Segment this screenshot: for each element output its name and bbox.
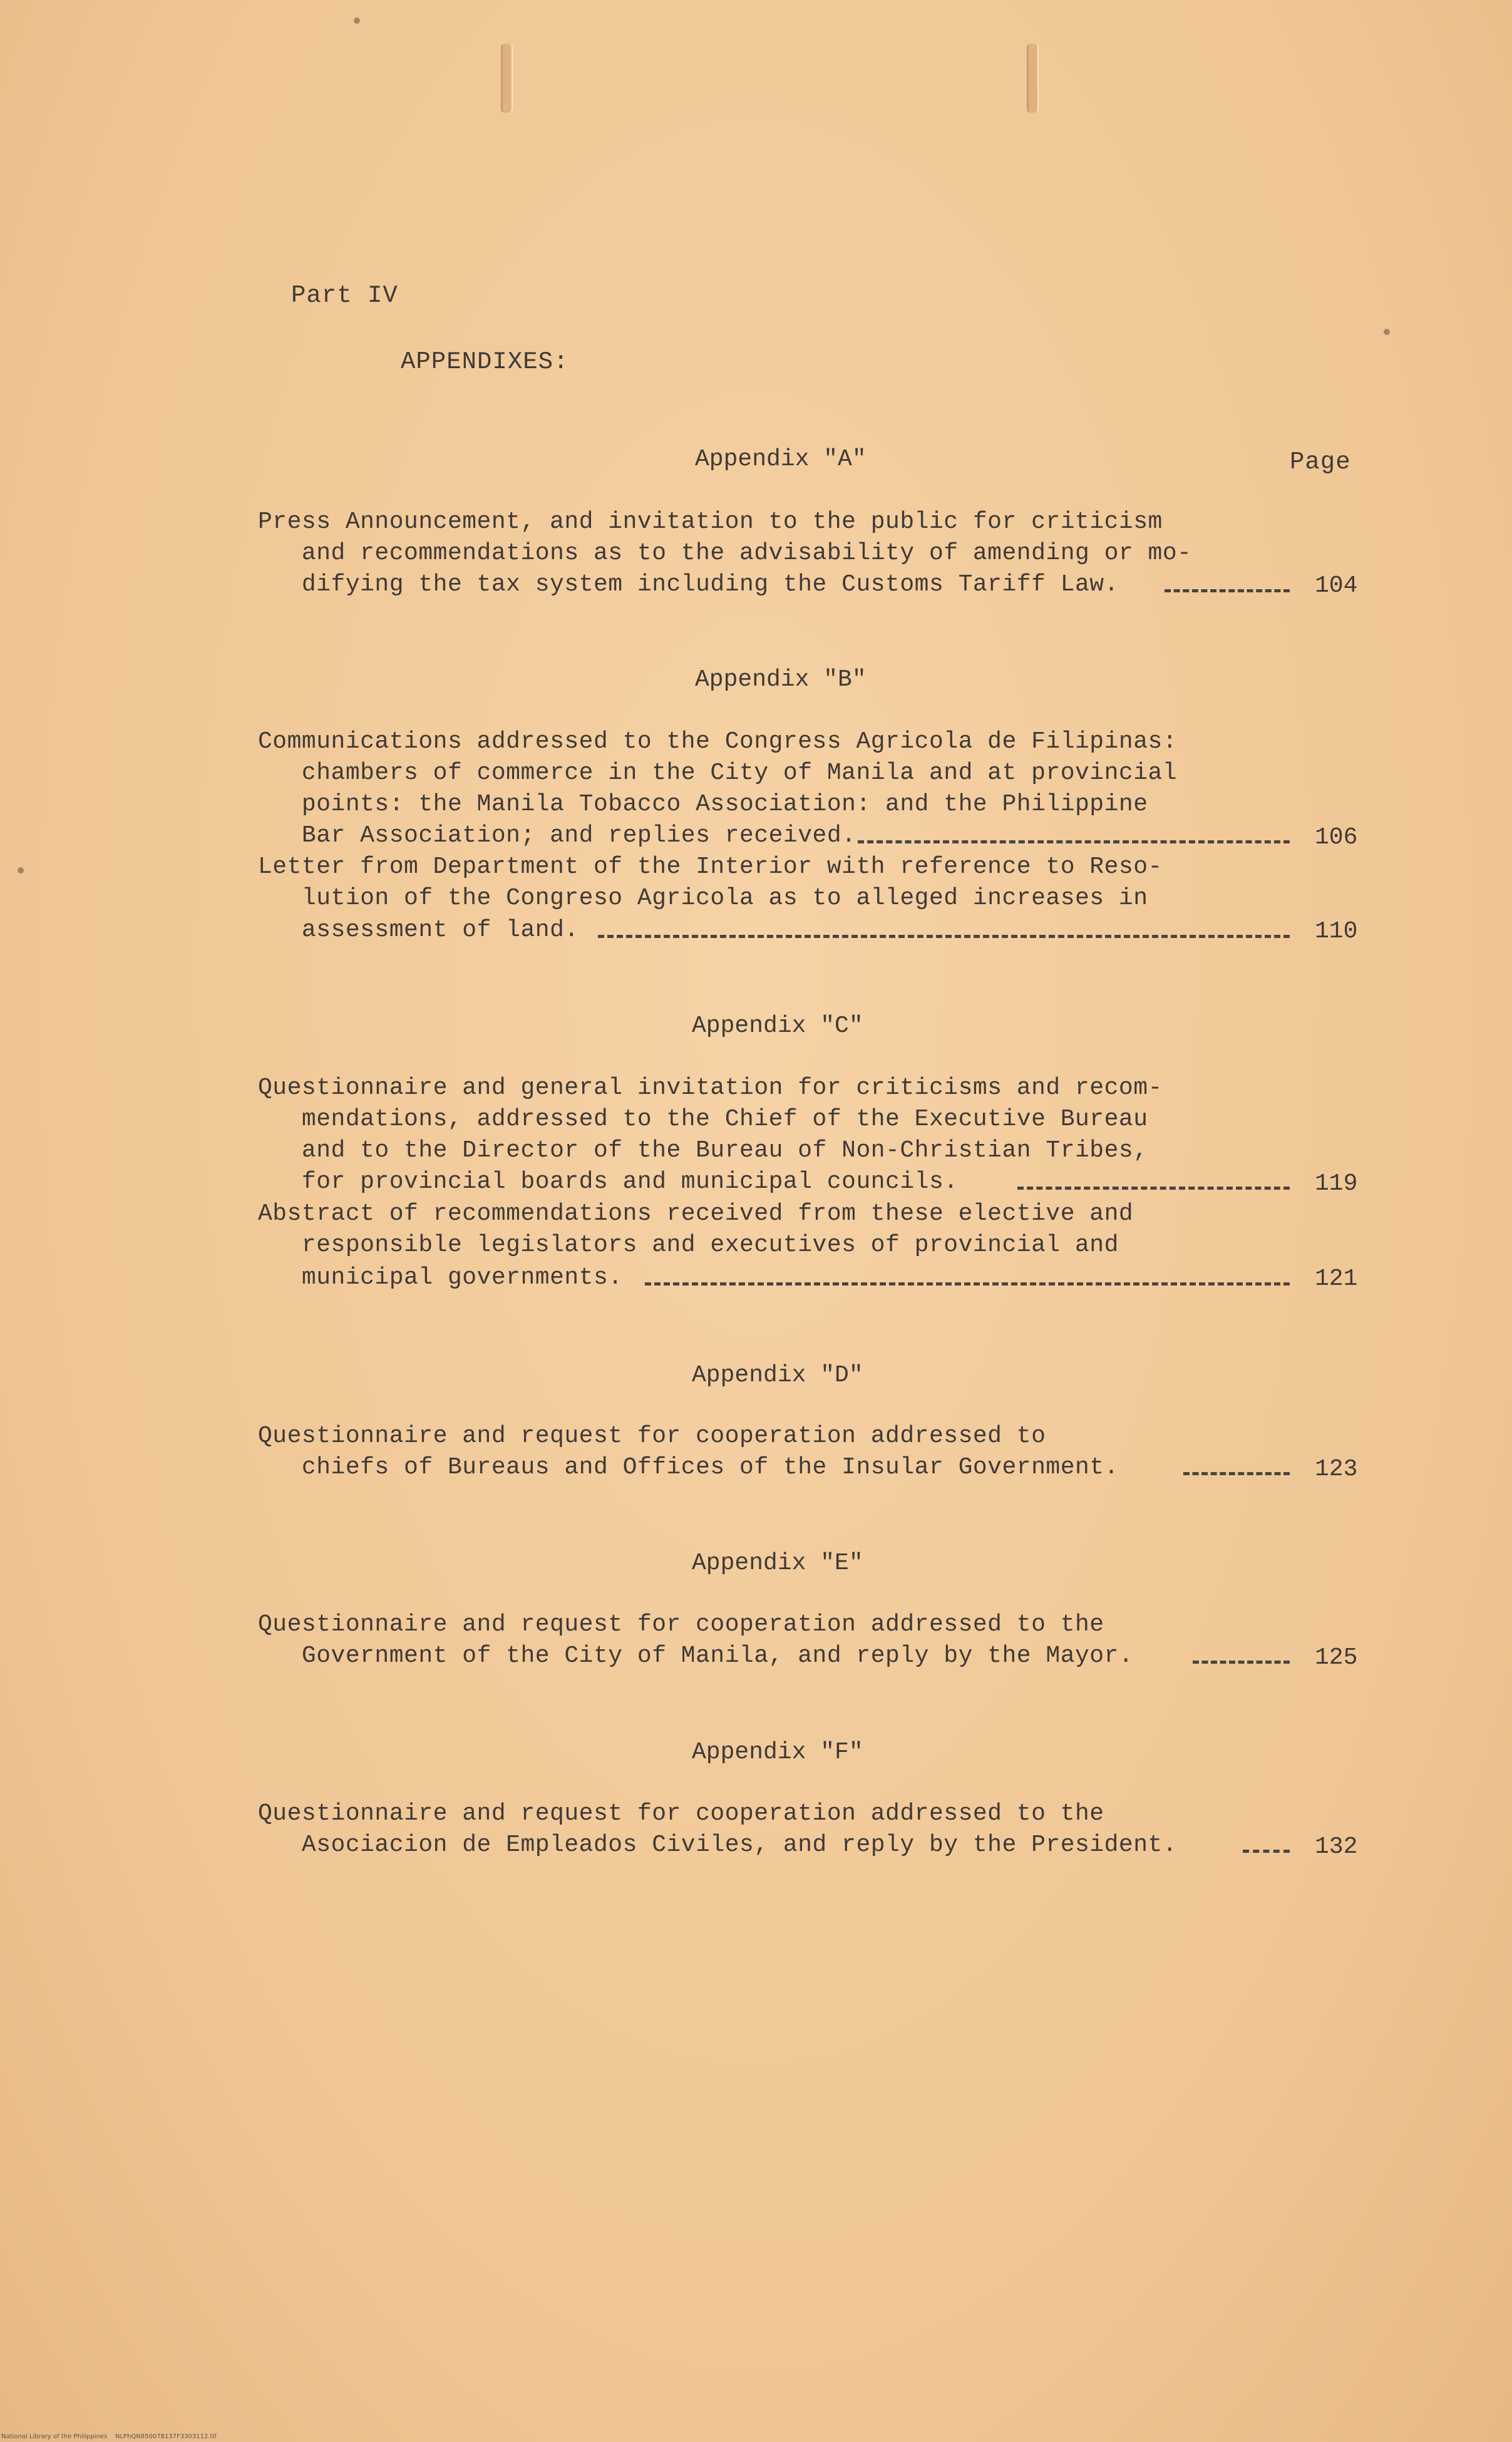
- appendix-c-line-3: and to the Director of the Bureau of Non-Christian Tribes,: [258, 1137, 1148, 1164]
- punch-hole-left: [501, 44, 513, 113]
- appendix-f-line-2: Asociacion de Empleados Civiles, and reply by the President.: [258, 1832, 1178, 1858]
- page-number-125: 125: [1315, 1644, 1358, 1671]
- page-column-label: Page: [1290, 448, 1351, 476]
- page-number-121: 121: [1315, 1265, 1358, 1292]
- appendix-b-line-3: points: the Manila Tobacco Association: and the Philippine: [258, 791, 1148, 818]
- appendix-b-title: Appendix "B": [695, 666, 867, 693]
- appendix-c-line-7: municipal governments.: [258, 1264, 623, 1291]
- page-number-110: 110: [1315, 918, 1358, 945]
- appendix-b-line-1: Communications addressed to the Congress Agricola de Filipinas:: [258, 728, 1178, 755]
- appendix-b-line-5: Letter from Department of the Interior with reference to Reso-: [258, 853, 1163, 880]
- leader-dashes: [1017, 1183, 1290, 1190]
- page-number-132: 132: [1315, 1833, 1358, 1860]
- scan-footer: National Library of the Philippines NLPhQN850078137F3303112.tif: [1, 2433, 217, 2440]
- page-number-106: 106: [1315, 824, 1358, 851]
- leader-dashes: [1165, 585, 1290, 592]
- part-label: Part IV: [291, 282, 398, 309]
- punch-hole-right: [1027, 44, 1039, 113]
- leader-dashes: [645, 1279, 1290, 1285]
- ink-speck: [18, 867, 24, 873]
- appendix-b-line-7: assessment of land.: [258, 917, 579, 944]
- ink-speck: [354, 18, 360, 24]
- page-number-104: 104: [1315, 572, 1358, 599]
- appendix-a-line-3: difying the tax system including the Customs Tariff Law.: [258, 571, 1119, 598]
- leader-dashes: [1183, 1468, 1290, 1475]
- appendix-c-line-2: mendations, addressed to the Chief of the Executive Bureau: [258, 1106, 1148, 1133]
- page-number-123: 123: [1315, 1456, 1358, 1483]
- appendix-e-title: Appendix "E": [692, 1550, 863, 1577]
- appendix-c-line-4: for provincial boards and municipal councils.: [258, 1168, 959, 1195]
- appendix-f-title: Appendix "F": [692, 1739, 863, 1766]
- leader-dashes: [598, 931, 1290, 938]
- appendix-a-title: Appendix "A": [695, 446, 867, 473]
- appendix-c-title: Appendix "C": [692, 1012, 863, 1039]
- appendix-d-line-1: Questionnaire and request for cooperation addressed to: [258, 1423, 1046, 1450]
- page-number-119: 119: [1315, 1170, 1358, 1197]
- appendix-c-line-6: responsible legislators and executives of provincial and: [258, 1232, 1119, 1259]
- appendix-b-line-2: chambers of commerce in the City of Manila and at provincial: [258, 760, 1178, 786]
- appendix-a-line-1: Press Announcement, and invitation to the public for criticism: [258, 508, 1163, 535]
- ink-speck: [1384, 329, 1390, 335]
- appendix-d-line-2: chiefs of Bureaus and Offices of the Insular Government.: [258, 1454, 1119, 1481]
- leader-dashes: [1243, 1846, 1290, 1853]
- appendix-b-line-6: lution of the Congreso Agricola as to alleged increases in: [258, 885, 1148, 912]
- appendix-a-line-2: and recommendations as to the advisability of amending or mo-: [258, 540, 1192, 567]
- appendix-d-title: Appendix "D": [692, 1362, 863, 1389]
- leader-dashes: [1193, 1657, 1290, 1664]
- appendix-c-line-5: Abstract of recommendations received from these elective and: [258, 1200, 1134, 1227]
- appendix-b-line-4: Bar Association; and replies received.: [258, 822, 856, 849]
- appendix-c-line-1: Questionnaire and general invitation for criticisms and recom-: [258, 1074, 1163, 1101]
- appendixes-heading: APPENDIXES:: [401, 348, 569, 376]
- appendix-e-line-2: Government of the City of Manila, and reply by the Mayor.: [258, 1642, 1134, 1669]
- appendix-f-line-1: Questionnaire and request for cooperation addressed to the: [258, 1800, 1104, 1827]
- appendix-e-line-1: Questionnaire and request for cooperation addressed to the: [258, 1611, 1104, 1638]
- leader-dashes: [858, 837, 1290, 843]
